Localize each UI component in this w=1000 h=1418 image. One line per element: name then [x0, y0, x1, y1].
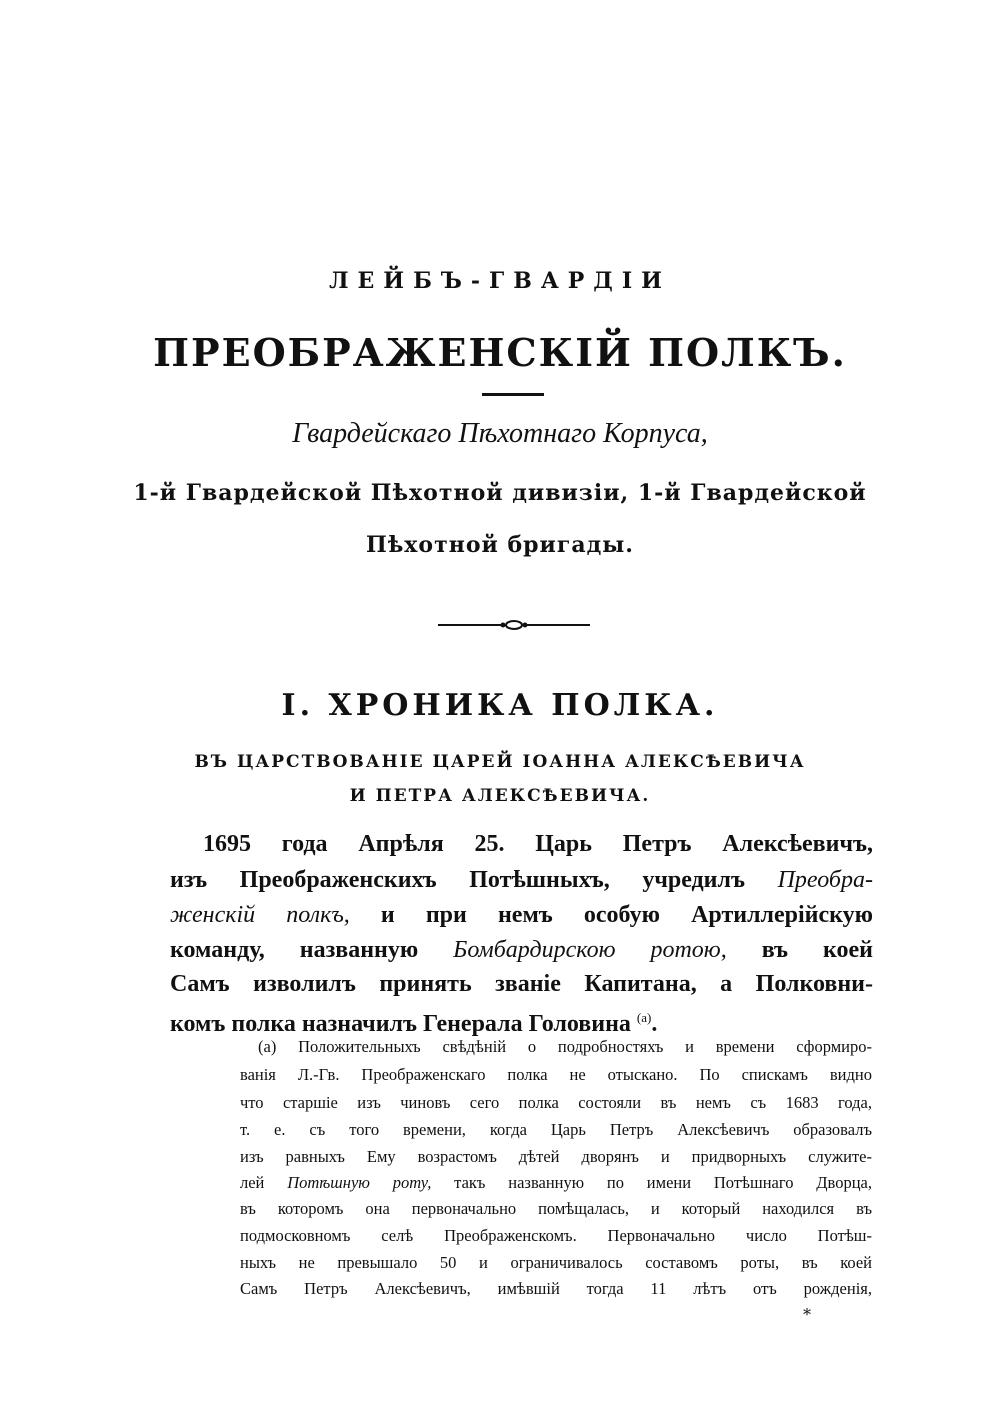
footnote-line-1: (а) Положительныхъ свѣдѣній о подробностяхъ и времени сформиро- [258, 1037, 872, 1056]
division-line: 1-й Гвардейской Пѣхотной дивизіи, 1-й Гвардейской [133, 480, 867, 506]
footnote-marker: (a) [636, 1010, 652, 1025]
body-line-2 [170, 866, 873, 894]
body-line-1 [203, 830, 873, 858]
section-title: I. ХРОНИКА ПОЛКА. [281, 688, 719, 723]
body-text: и при немъ особую Артиллерійскую [349, 902, 873, 928]
body-text: 1695 года Апрѣля 25. Царь Петръ Алексѣевичъ, [203, 831, 873, 857]
body-text: Самъ изволилъ принять званіе Капитана, а Полковни- [170, 971, 873, 997]
body-line-3 [170, 901, 873, 929]
body-text: . [651, 1011, 658, 1037]
regiment-prefix: ЛЕЙБЪ-ГВАРДІИ [329, 268, 671, 294]
body-text: изъ Преображенскихъ Потѣшныхъ, учредилъ [170, 867, 778, 893]
body-italic: Преобра- [777, 867, 873, 893]
footnote-line-10: Самъ Петръ Алексѣевичъ, имѣвшій тогда 11 лѣтъ отъ рожденія, [240, 1279, 872, 1298]
section-subtitle-1: ВЪ ЦАРСТВОВАНІЕ ЦАРЕЙ ІОАННА АЛЕКСѢЕВИЧА [194, 752, 806, 772]
title-divider [482, 393, 544, 396]
body-text: команду, названную [170, 937, 454, 963]
signature-mark: * [803, 1305, 811, 1324]
body-text: комъ полка назначилъ Генерала Головина [170, 1011, 631, 1037]
footnote-line-2: ванія Л.-Гв. Преображенскаго полка не отыскано. По спискамъ видно [240, 1065, 872, 1084]
footnote-text: лей [240, 1173, 288, 1192]
footnote-italic: Потѣшную роту, [287, 1173, 432, 1192]
body-line-5 [170, 970, 873, 998]
section-subtitle-2: И ПЕТРА АЛЕКСѢЕВИЧА. [349, 786, 651, 806]
body-italic: женскій полкъ, [170, 902, 350, 928]
footnote-line-3: что старшіе изъ чиновъ сего полка состояли въ немъ съ 1683 года, [240, 1093, 872, 1112]
footnote-line-9: ныхъ не превышало 50 и ограничивалось составомъ роты, въ коей [240, 1253, 872, 1272]
regiment-title: ПРЕОБРАЖЕНСКІЙ ПОЛКЪ. [153, 330, 847, 375]
footnote-text: такъ названную по имени Потѣшнаго Дворца, [431, 1173, 872, 1192]
footnote-line-4: т. е. съ того времени, когда Царь Петръ Алексѣевичъ образовалъ [240, 1120, 872, 1139]
footnote-line-5: изъ равныхъ Ему возрастомъ дѣтей дворянъ и придворныхъ служите- [240, 1147, 872, 1166]
footnote-line-7: въ которомъ она первоначально помѣщалась, и который находился въ [240, 1199, 872, 1218]
body-text: въ коей [726, 937, 874, 963]
body-italic: Бомбардирскою ротою, [453, 937, 727, 963]
brigade-line: Пѣхотной бригады. [366, 532, 634, 558]
body-line-4 [170, 936, 873, 964]
footnote-line-8: подмосковномъ селѣ Преображенскомъ. Первоначально число Потѣш- [240, 1226, 872, 1245]
footnote-line-6 [240, 1172, 872, 1194]
ornament-divider [438, 618, 590, 632]
body-line-6 [170, 1004, 873, 1038]
corps-line: Гвардейскаго Пѣхотнаго Корпуса, [292, 418, 708, 449]
